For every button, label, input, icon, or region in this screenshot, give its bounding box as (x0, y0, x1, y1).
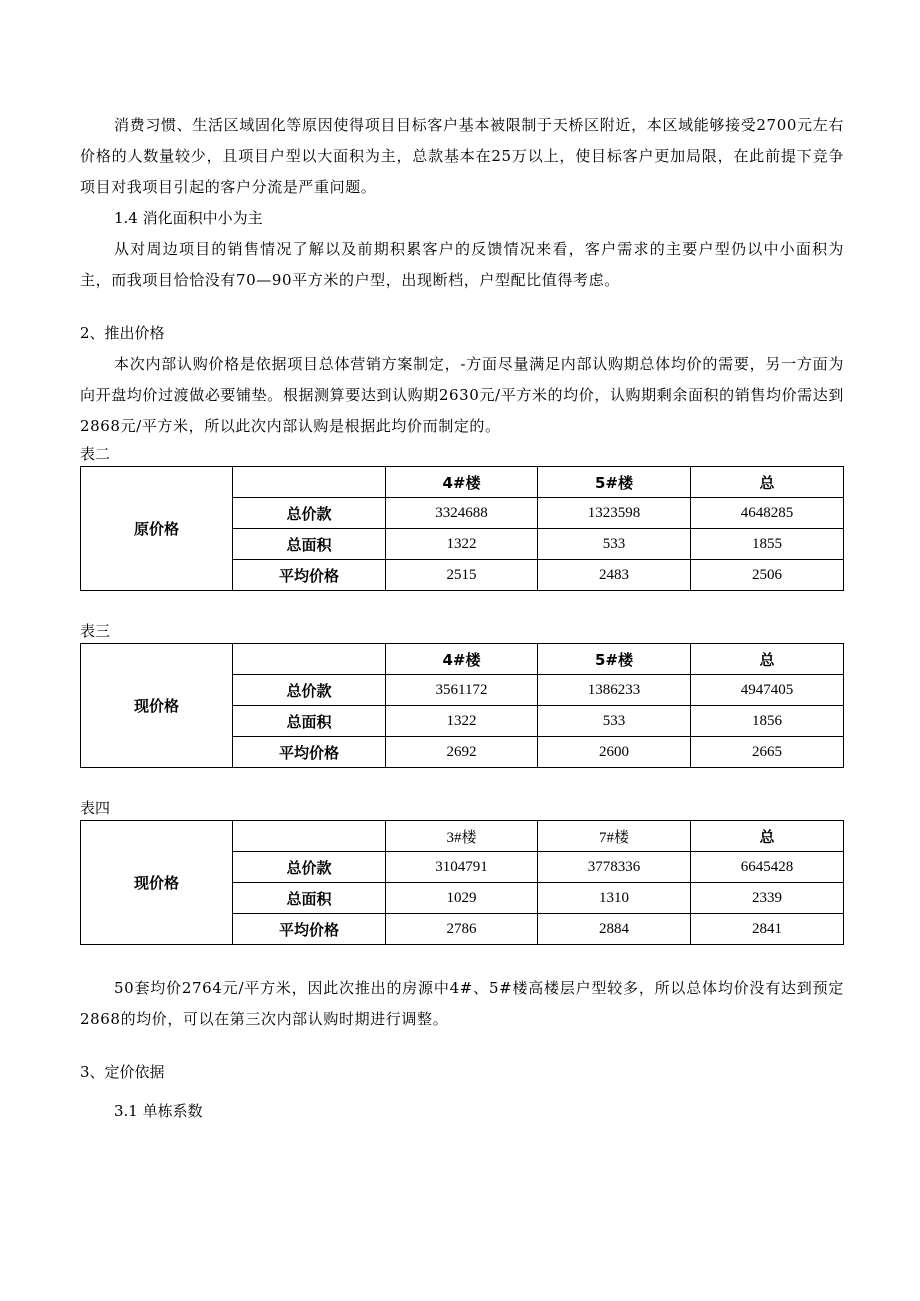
table-cell: 2692 (386, 737, 538, 768)
table-cell: 3561172 (386, 675, 538, 706)
table-cell: 533 (538, 529, 691, 560)
table-cell: 4947405 (691, 675, 844, 706)
section-1-4-title: 1.4 消化面积中小为主 (114, 209, 263, 227)
table-cell: 2600 (538, 737, 691, 768)
table-block-4 (80, 796, 844, 945)
table-cell: 6645428 (691, 852, 844, 883)
table-cell: 4648285 (691, 498, 844, 529)
table-cell: 2884 (538, 914, 691, 945)
column-header: 5#楼 (538, 644, 691, 675)
table-cell: 2665 (691, 737, 844, 768)
table-cell: 1323598 (538, 498, 691, 529)
section-3-1-title: 3.1 单栋系数 (114, 1102, 203, 1120)
empty-header-cell (233, 644, 386, 675)
table-cell: 3324688 (386, 498, 538, 529)
intro-paragraph: 消费习惯、生活区域固化等原因使得项目目标客户基本被限制于天桥区附近，本区域能够接受2700元左右价格的人数量较少，且项目户型以大面积为主，总款基本在25万以上，使目标客户更加局限，在此前提下竞争项目对我项目引起的客户分流是严重问题。 (80, 116, 844, 196)
spacer (80, 1088, 844, 1096)
table-cell: 1322 (386, 706, 538, 737)
table-cell: 2841 (691, 914, 844, 945)
table-cell: 2515 (386, 560, 538, 591)
table-header-row (81, 644, 844, 675)
document-page (80, 110, 844, 1127)
column-header: 7#楼 (538, 821, 691, 852)
spacer (80, 296, 844, 318)
row-header: 总价款 (233, 498, 386, 529)
table-label: 表四 (80, 799, 111, 817)
group-label: 原价格 (81, 467, 233, 591)
table-cell: 1310 (538, 883, 691, 914)
column-header: 总 (691, 467, 844, 498)
column-header: 3#楼 (386, 821, 538, 852)
column-header: 总 (691, 644, 844, 675)
row-header: 平均价格 (233, 914, 386, 945)
column-header: 5#楼 (538, 467, 691, 498)
row-header: 总面积 (233, 529, 386, 560)
section-3-title: 3、定价依据 (80, 1063, 165, 1081)
row-header: 总价款 (233, 852, 386, 883)
column-header: 总 (691, 821, 844, 852)
spacer (80, 1035, 844, 1057)
table-label: 表二 (80, 445, 111, 463)
table-header-row (81, 821, 844, 852)
table-cell: 2506 (691, 560, 844, 591)
price-table (80, 820, 844, 945)
table-cell: 1322 (386, 529, 538, 560)
column-header: 4#楼 (386, 467, 538, 498)
table-label: 表三 (80, 622, 111, 640)
after-tables-paragraph: 50套均价2764元/平方米，因此次推出的房源中4#、5#楼高楼层户型较多，所以总体均价没有达到预定2868的均价，可以在第三次内部认购时期进行调整。 (80, 979, 844, 1028)
table-cell: 2483 (538, 560, 691, 591)
table-cell: 3104791 (386, 852, 538, 883)
section-2-title: 2、推出价格 (80, 324, 165, 342)
group-label: 现价格 (81, 821, 233, 945)
table-cell: 2786 (386, 914, 538, 945)
table-cell: 3778336 (538, 852, 691, 883)
empty-header-cell (233, 467, 386, 498)
table-cell: 1029 (386, 883, 538, 914)
row-header: 总面积 (233, 706, 386, 737)
table-cell: 1856 (691, 706, 844, 737)
table-cell: 1855 (691, 529, 844, 560)
group-label: 现价格 (81, 644, 233, 768)
price-table (80, 643, 844, 768)
table-cell: 533 (538, 706, 691, 737)
section-2-paragraph: 本次内部认购价格是依据项目总体营销方案制定，-方面尽量满足内部认购期总体均价的需要，另一方面为向开盘均价过渡做必要铺垫。根据测算要达到认购期2630元/平方米的均价，认购期剩余面积的销售均价需达到2868元/平方米，所以此次内部认购是根据此均价而制定的。 (80, 355, 844, 435)
row-header: 平均价格 (233, 737, 386, 768)
section-1-4-paragraph: 从对周边项目的销售情况了解以及前期积累客户的反馈情况来看，客户需求的主要户型仍以中小面积为主，而我项目恰恰没有70—90平方米的户型，出现断档，户型配比值得考虑。 (80, 240, 844, 289)
row-header: 平均价格 (233, 560, 386, 591)
empty-header-cell (233, 821, 386, 852)
table-cell: 1386233 (538, 675, 691, 706)
table-header-row (81, 467, 844, 498)
row-header: 总面积 (233, 883, 386, 914)
row-header: 总价款 (233, 675, 386, 706)
table-block-2 (80, 442, 844, 591)
column-header: 4#楼 (386, 644, 538, 675)
table-block-3 (80, 619, 844, 768)
price-table (80, 466, 844, 591)
table-cell: 2339 (691, 883, 844, 914)
